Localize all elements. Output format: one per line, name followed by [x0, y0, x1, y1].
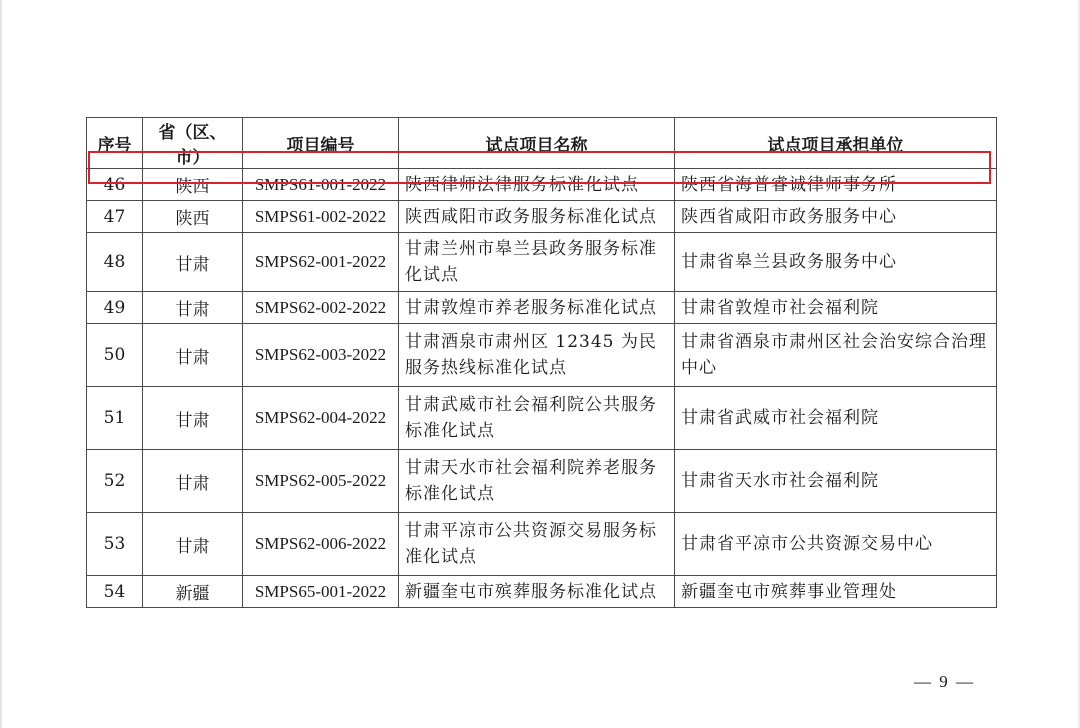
- cell-code: SMPS62-004-2022: [243, 387, 399, 450]
- cell-province: 陕西: [143, 201, 243, 233]
- cell-province: 甘肃: [143, 387, 243, 450]
- cell-province: 甘肃: [143, 292, 243, 324]
- table-row: [87, 324, 997, 387]
- table-row: [87, 576, 997, 608]
- cell-code: SMPS62-002-2022: [243, 292, 399, 324]
- table-row: [87, 387, 997, 450]
- cell-unit: 甘肃省皋兰县政务服务中心: [675, 233, 997, 292]
- header-province: 省（区、市）: [143, 118, 243, 169]
- cell-project-name: 陕西律师法律服务标准化试点: [399, 169, 675, 201]
- header-unit: 试点项目承担单位: [675, 118, 997, 169]
- cell-no: 51: [87, 387, 143, 450]
- page-number: — 9 —: [914, 672, 975, 691]
- cell-unit: 甘肃省天水市社会福利院: [675, 450, 997, 513]
- cell-project-name: 甘肃天水市社会福利院养老服务标准化试点: [399, 450, 675, 513]
- table-row: [87, 169, 997, 201]
- cell-project-name: 甘肃平凉市公共资源交易服务标准化试点: [399, 513, 675, 576]
- cell-no: 49: [87, 292, 143, 324]
- cell-unit: 陕西省海普睿诚律师事务所: [675, 169, 997, 201]
- cell-code: SMPS65-001-2022: [243, 576, 399, 608]
- cell-unit: 甘肃省敦煌市社会福利院: [675, 292, 997, 324]
- table-row: [87, 292, 997, 324]
- cell-no: 54: [87, 576, 143, 608]
- cell-code: SMPS61-002-2022: [243, 201, 399, 233]
- cell-no: 48: [87, 233, 143, 292]
- header-code: 项目编号: [243, 118, 399, 169]
- cell-province: 甘肃: [143, 450, 243, 513]
- cell-unit: 甘肃省平凉市公共资源交易中心: [675, 513, 997, 576]
- cell-province: 甘肃: [143, 324, 243, 387]
- table-row: [87, 513, 997, 576]
- cell-unit: 甘肃省酒泉市肃州区社会治安综合治理中心: [675, 324, 997, 387]
- cell-project-name: 甘肃兰州市皋兰县政务服务标准化试点: [399, 233, 675, 292]
- cell-province: 陕西: [143, 169, 243, 201]
- cell-unit: 新疆奎屯市殡葬事业管理处: [675, 576, 997, 608]
- cell-province: 新疆: [143, 576, 243, 608]
- cell-code: SMPS62-001-2022: [243, 233, 399, 292]
- cell-no: 47: [87, 201, 143, 233]
- cell-no: 50: [87, 324, 143, 387]
- cell-no: 46: [87, 169, 143, 201]
- cell-province: 甘肃: [143, 513, 243, 576]
- table-row: [87, 450, 997, 513]
- cell-code: SMPS61-001-2022: [243, 169, 399, 201]
- cell-code: SMPS62-003-2022: [243, 324, 399, 387]
- table-header-row: [87, 118, 997, 169]
- cell-code: SMPS62-005-2022: [243, 450, 399, 513]
- cell-no: 53: [87, 513, 143, 576]
- cell-code: SMPS62-006-2022: [243, 513, 399, 576]
- cell-project-name: 甘肃敦煌市养老服务标准化试点: [399, 292, 675, 324]
- cell-unit: 甘肃省武威市社会福利院: [675, 387, 997, 450]
- cell-project-name: 新疆奎屯市殡葬服务标准化试点: [399, 576, 675, 608]
- cell-project-name: 陕西咸阳市政务服务标准化试点: [399, 201, 675, 233]
- cell-project-name: 甘肃武威市社会福利院公共服务标准化试点: [399, 387, 675, 450]
- table-row: [87, 233, 997, 292]
- table-row: [87, 201, 997, 233]
- pilot-project-table: [86, 117, 997, 608]
- cell-unit: 陕西省咸阳市政务服务中心: [675, 201, 997, 233]
- header-project-name: 试点项目名称: [399, 118, 675, 169]
- cell-project-name: 甘肃酒泉市肃州区 12345 为民服务热线标准化试点: [399, 324, 675, 387]
- cell-no: 52: [87, 450, 143, 513]
- header-no: 序号: [87, 118, 143, 169]
- cell-province: 甘肃: [143, 233, 243, 292]
